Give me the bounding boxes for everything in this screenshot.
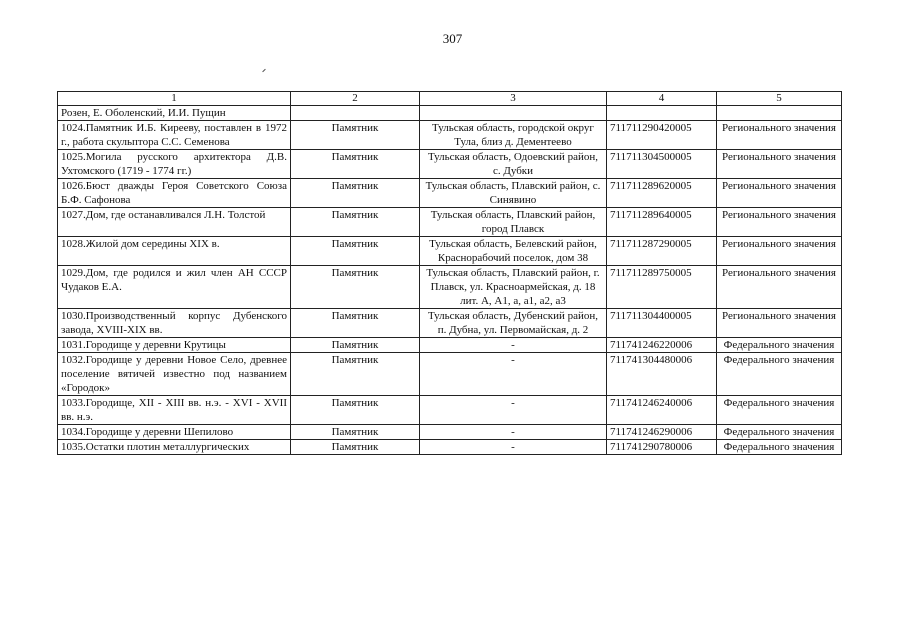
monument-name-cell [58,338,291,353]
registry-code: 711741304480006 [607,353,717,396]
significance-category: Регионального значения [717,150,842,179]
table-row [58,425,842,440]
header-row [58,92,842,106]
monument-type: Памятник [291,237,420,266]
monument-name-cell [58,440,291,455]
monument-name-cell [58,208,291,237]
monument-type: Памятник [291,338,420,353]
monument-name: Дом, где родился и жил член АН СССР Чудаков Е.А. [61,267,287,293]
significance-category: Федерального значения [717,440,842,455]
registry-code: 711711287290005 [607,237,717,266]
significance-category: Федерального значения [717,338,842,353]
monument-name-cell [58,150,291,179]
registry-code: 711741246240006 [607,396,717,425]
monument-address: Тульская область, Плавский район, г. Плавск, ул. Красноармейская, д. 18 лит. А, А1, а, а1, а2, а3 [420,266,607,309]
monuments-table [57,91,842,455]
significance-category: Федерального значения [717,353,842,396]
table-row [58,208,842,237]
significance-category: Регионального значения [717,179,842,208]
monument-name-cell [58,309,291,338]
table-row [58,150,842,179]
row-number: 1030. [61,310,86,322]
registry-code: 711711289750005 [607,266,717,309]
table-row [58,440,842,455]
significance-category: Федерального значения [717,425,842,440]
registry-code: 711711304500005 [607,150,717,179]
monument-address: Тульская область, Плавский район, с. Синявино [420,179,607,208]
row-number: 1024. [61,122,86,134]
registry-code: 711741290780006 [607,440,717,455]
monument-address: - [420,338,607,353]
row-number: 1034. [61,426,86,438]
monument-name: Производственный корпус Дубенского завода, XVIII-XIX вв. [61,310,287,336]
monument-type: Памятник [291,179,420,208]
monument-name: Памятник И.Б. Кирееву, поставлен в 1972 г., работа скульптора С.С. Семенова [61,122,287,148]
row-number: 1035. [61,441,86,453]
registry-code: 711711304400005 [607,309,717,338]
header-col-3: 3 [420,92,607,106]
significance-category: Регионального значения [717,237,842,266]
table-row [58,179,842,208]
monument-type: Памятник [291,266,420,309]
monument-name-cell [58,121,291,150]
row-number: 1027. [61,209,86,221]
row-number: 1025. [61,151,86,163]
monument-type: Памятник [291,425,420,440]
table-row [58,106,842,121]
monument-name-cell [58,353,291,396]
registry-code: 711711289640005 [607,208,717,237]
table-row [58,121,842,150]
monument-type: Памятник [291,150,420,179]
table-row [58,266,842,309]
monument-name-cell [58,425,291,440]
significance-category: Федерального значения [717,396,842,425]
registry-code: 711711289620005 [607,179,717,208]
significance-category: Регионального значения [717,208,842,237]
monument-name-cell [58,106,291,121]
monument-type: Памятник [291,440,420,455]
monument-address: Тульская область, городской округ Тула, близ д. Дементеево [420,121,607,150]
header-col-4: 4 [607,92,717,106]
row-number: 1026. [61,180,86,192]
row-number: 1033. [61,397,86,409]
significance-category: Регионального значения [717,121,842,150]
monument-name: Могила русского архитектора Д.В. Ухтомского (1719 - 1774 гг.) [61,151,287,177]
header-col-2: 2 [291,92,420,106]
monument-address [420,106,607,121]
monument-type: Памятник [291,353,420,396]
table-row [58,338,842,353]
monument-name: Городище у деревни Шепилово [85,426,234,438]
monument-address: - [420,396,607,425]
monument-address: Тульская область, Плавский район, город Плавск [420,208,607,237]
monument-name: Городище, XII - XIII вв. н.э. - XVI - XVII вв. н.э. [61,397,287,423]
monument-name: Остатки плотин металлургических [85,441,250,453]
table-row [58,309,842,338]
monument-type: Памятник [291,396,420,425]
monument-name-cell [58,396,291,425]
monument-name: Бюст дважды Героя Советского Союза Б.Ф. Сафонова [61,180,287,206]
monument-address: - [420,425,607,440]
monument-name: Дом, где останавливался Л.Н. Толстой [85,209,266,221]
monument-name: Жилой дом середины XIX в. [85,238,220,250]
registry-code [607,106,717,121]
monument-address: - [420,353,607,396]
row-number: 1032. [61,354,86,366]
header-col-1: 1 [58,92,291,106]
monument-name-cell [58,237,291,266]
page-number: 307 [442,31,463,46]
monument-type: Памятник [291,208,420,237]
registry-code: 711741246290006 [607,425,717,440]
monument-name-cell [58,266,291,309]
monument-address: Тульская область, Белевский район, Краснорабочий поселок, дом 38 [420,237,607,266]
row-number: 1029. [61,267,86,279]
monument-type [291,106,420,121]
monument-address: Тульская область, Дубенский район, п. Дубна, ул. Первомайская, д. 2 [420,309,607,338]
header-col-5: 5 [717,92,842,106]
row-number: 1028. [61,238,86,250]
significance-category: Регионального значения [717,309,842,338]
row-number: 1031. [61,339,86,351]
registry-code: 711711290420005 [607,121,717,150]
monument-name-cell [58,179,291,208]
monument-name: Городище у деревни Крутицы [85,339,226,351]
table-row [58,237,842,266]
monument-name: Розен, Е. Оболенский, И.И. Пущин [61,107,226,119]
stray-mark [262,69,266,73]
monument-type: Памятник [291,121,420,150]
table-row [58,396,842,425]
monument-name: Городище у деревни Новое Село, древнее поселение вятичей известно под названием «Городок» [61,354,287,394]
significance-category: Регионального значения [717,266,842,309]
significance-category [717,106,842,121]
table-row [58,353,842,396]
registry-code: 711741246220006 [607,338,717,353]
monument-address: Тульская область, Одоевский район, с. Дубки [420,150,607,179]
monument-address: - [420,440,607,455]
monument-type: Памятник [291,309,420,338]
